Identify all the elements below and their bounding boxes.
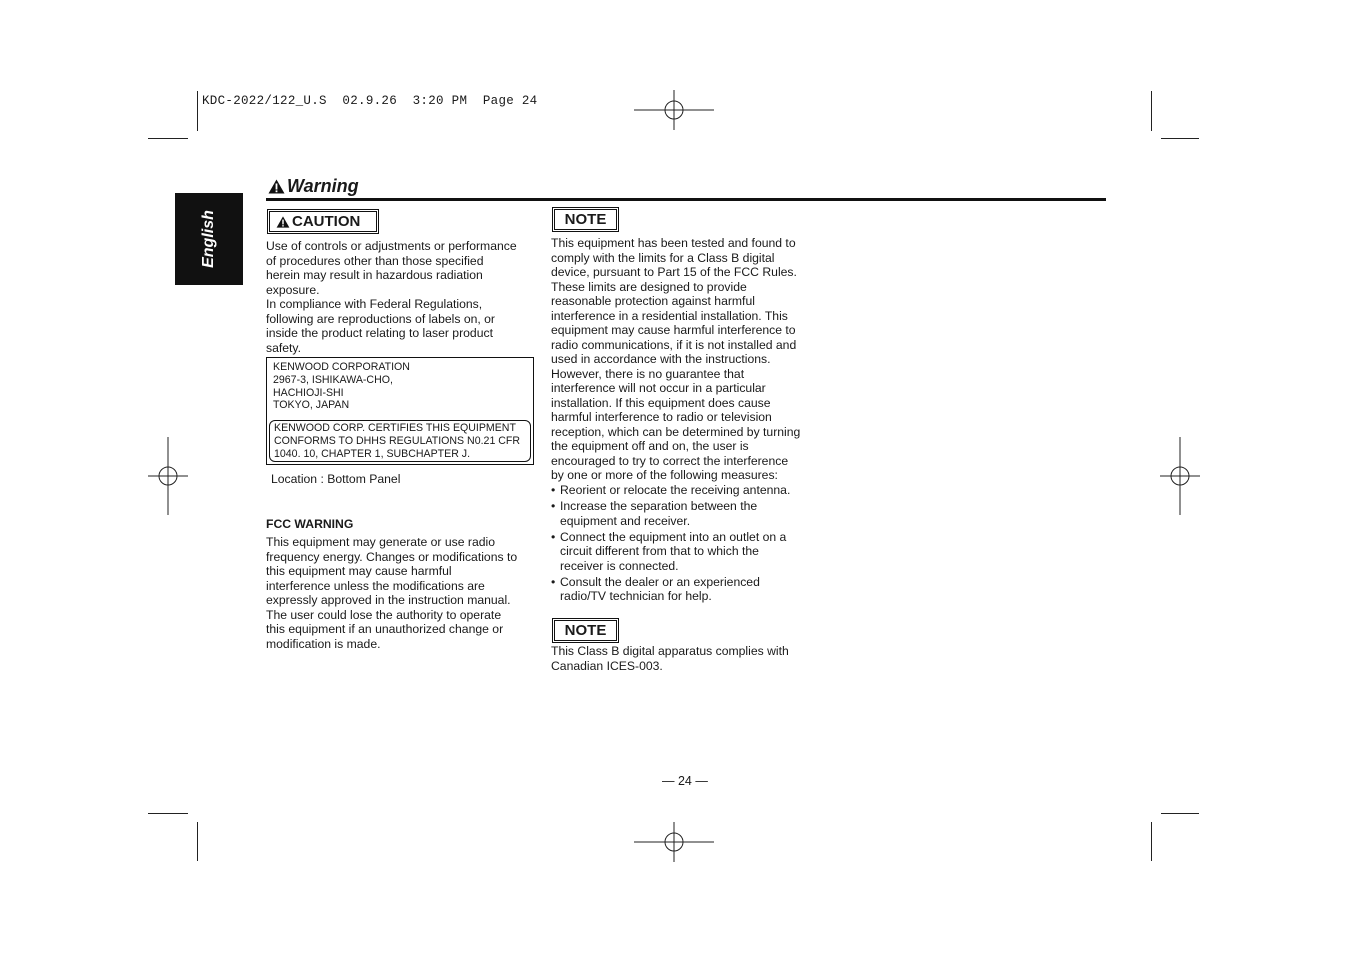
- crop-mark: [1161, 813, 1199, 814]
- list-item: • Increase the separation between the equipment and receiver.: [551, 499, 831, 528]
- registration-mark-right: [1160, 437, 1200, 515]
- crop-mark: [197, 91, 198, 131]
- warning-triangle-icon: [268, 179, 285, 194]
- print-header: KDC-2022/122_U.S 02.9.26 3:20 PM Page 24: [202, 94, 538, 108]
- warning-triangle-icon: [276, 216, 290, 228]
- registration-mark-bottom: [634, 822, 714, 862]
- crop-mark: [148, 138, 188, 139]
- fcc-warning-text: This equipment may generate or use radio frequency energy. Changes or modifications to this equipment may cause harmful interference unless the modifications are expressly approved in the instruction manual. The user could lose the authority to operate this equipment if an unauthorized change or modification is made.: [266, 535, 518, 651]
- note-label-text: NOTE: [564, 622, 607, 639]
- crop-mark: [1151, 91, 1152, 131]
- section-title: [268, 176, 359, 197]
- registration-mark-left: [148, 437, 188, 515]
- title-rule: [266, 198, 1106, 201]
- fcc-warning-heading: FCC WARNING: [266, 517, 354, 531]
- certification-label: [269, 420, 531, 462]
- note-canada-text: This Class B digital apparatus complies with Canadian ICES-003.: [551, 644, 789, 673]
- language-tab-label: English: [200, 210, 217, 268]
- crop-mark: [1161, 138, 1199, 139]
- label-location: Location : Bottom Panel: [271, 472, 401, 486]
- crop-mark: [148, 813, 188, 814]
- note-fcc-text: This equipment has been tested and found to comply with the limits for a Class B digital device, pursuant to Part 15 of the FCC Rules. These limits are designed to provide reasonable protection against harmful interference in a residential installation. This equipment may cause harmful interference to radio communications, if it is not installed and used in accordance with the instructions. However, there is no guarantee that interference will not occur in a particular installation. If this equipment does cause harmful interference to radio or television reception, which can be determined by turning the equipment off and on, the user is encouraged to try to correct the interference by one or more of the following measures:: [551, 236, 801, 482]
- section-title-text: Warning: [287, 176, 359, 196]
- note-label: [554, 620, 617, 641]
- registration-mark-top: [634, 90, 714, 130]
- note-label: [554, 209, 617, 230]
- caution-text: Use of controls or adjustments or performance of procedures other than those specified herein may result in hazardous radiation exposure. In compliance with Federal Regulations, following are reproductions of labels on, or inside the product relating to laser product safety.: [266, 239, 517, 355]
- language-tab: [175, 193, 243, 285]
- list-item: • Connect the equipment into an outlet on a circuit different from that to which the receiver is connected.: [551, 530, 831, 574]
- product-label-address: KENWOOD CORPORATION 2967-3, ISHIKAWA-CHO, HACHIOJI-SHI TOKYO, JAPAN: [273, 361, 410, 412]
- product-label-reproduction: [266, 357, 534, 465]
- caution-label: [269, 211, 377, 232]
- crop-mark: [197, 822, 198, 861]
- page-number: — 24 —: [662, 774, 708, 788]
- list-item: • Reorient or relocate the receiving antenna.: [551, 483, 831, 498]
- crop-mark: [1151, 822, 1152, 861]
- list-item: • Consult the dealer or an experienced radio/TV technician for help.: [551, 575, 831, 604]
- caution-label-text: CAUTION: [292, 213, 361, 230]
- interference-measures-list: [551, 483, 831, 605]
- note-label-text: NOTE: [564, 211, 607, 228]
- certification-text: KENWOOD CORP. CERTIFIES THIS EQUIPMENT CONFORMS TO DHHS REGULATIONS N0.21 CFR 1040. 10, CHAPTER 1, SUBCHAPTER J.: [274, 422, 521, 460]
